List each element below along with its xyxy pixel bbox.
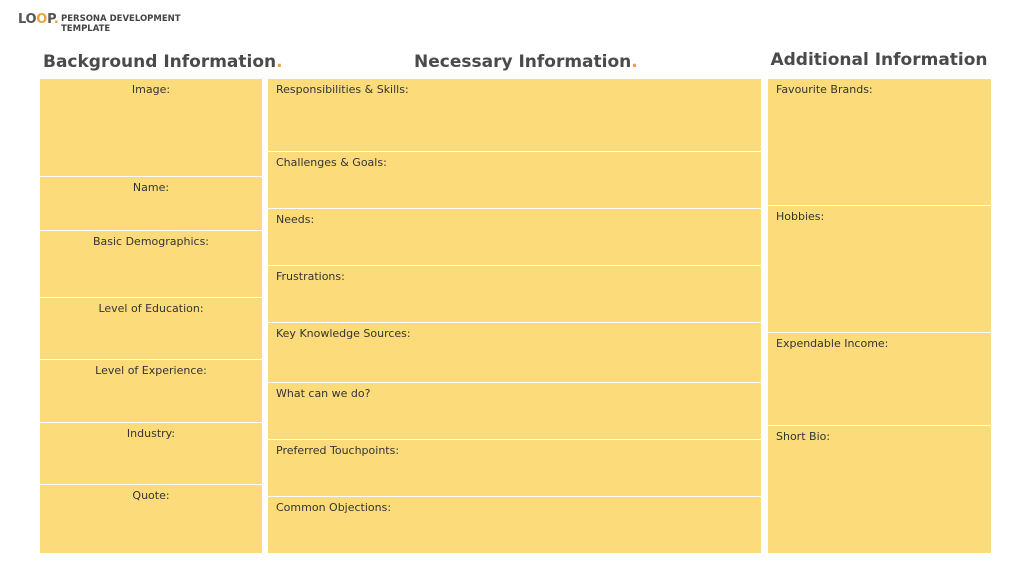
additional-information-column (768, 79, 991, 553)
industry-field[interactable]: Industry: (40, 423, 262, 485)
basic-demographics-field[interactable]: Basic Demographics: (40, 231, 262, 298)
hobbies-field[interactable]: Hobbies: (768, 206, 991, 333)
background-information-heading: Background Information. (43, 52, 283, 72)
background-information-column (40, 79, 262, 553)
what-can-we-do-field[interactable]: What can we do? (268, 383, 761, 440)
short-bio-field[interactable]: Short Bio: (768, 426, 991, 553)
level-of-education-field[interactable]: Level of Education: (40, 298, 262, 360)
frustrations-field[interactable]: Frustrations: (268, 266, 761, 323)
quote-field[interactable]: Quote: (40, 485, 262, 553)
responsibilities-skills-field[interactable]: Responsibilities & Skills: (268, 79, 761, 152)
name-field[interactable]: Name: (40, 177, 262, 231)
level-of-experience-field[interactable]: Level of Experience: (40, 360, 262, 423)
additional-information-heading: Additional Information (770, 51, 988, 70)
needs-field[interactable]: Needs: (268, 209, 761, 266)
necessary-information-column (268, 79, 761, 553)
common-objections-field[interactable]: Common Objections: (268, 497, 761, 553)
key-knowledge-sources-field[interactable]: Key Knowledge Sources: (268, 323, 761, 383)
expendable-income-field[interactable]: Expendable Income: (768, 333, 991, 426)
preferred-touchpoints-field[interactable]: Preferred Touchpoints: (268, 440, 761, 497)
image-field[interactable]: Image: (40, 79, 262, 177)
necessary-information-heading: Necessary Information. (414, 52, 638, 72)
favourite-brands-field[interactable]: Favourite Brands: (768, 79, 991, 206)
challenges-goals-field[interactable]: Challenges & Goals: (268, 152, 761, 209)
loop-logo: LOOP. (18, 12, 59, 27)
template-title: PERSONA DEVELOPMENT TEMPLATE (61, 14, 181, 34)
